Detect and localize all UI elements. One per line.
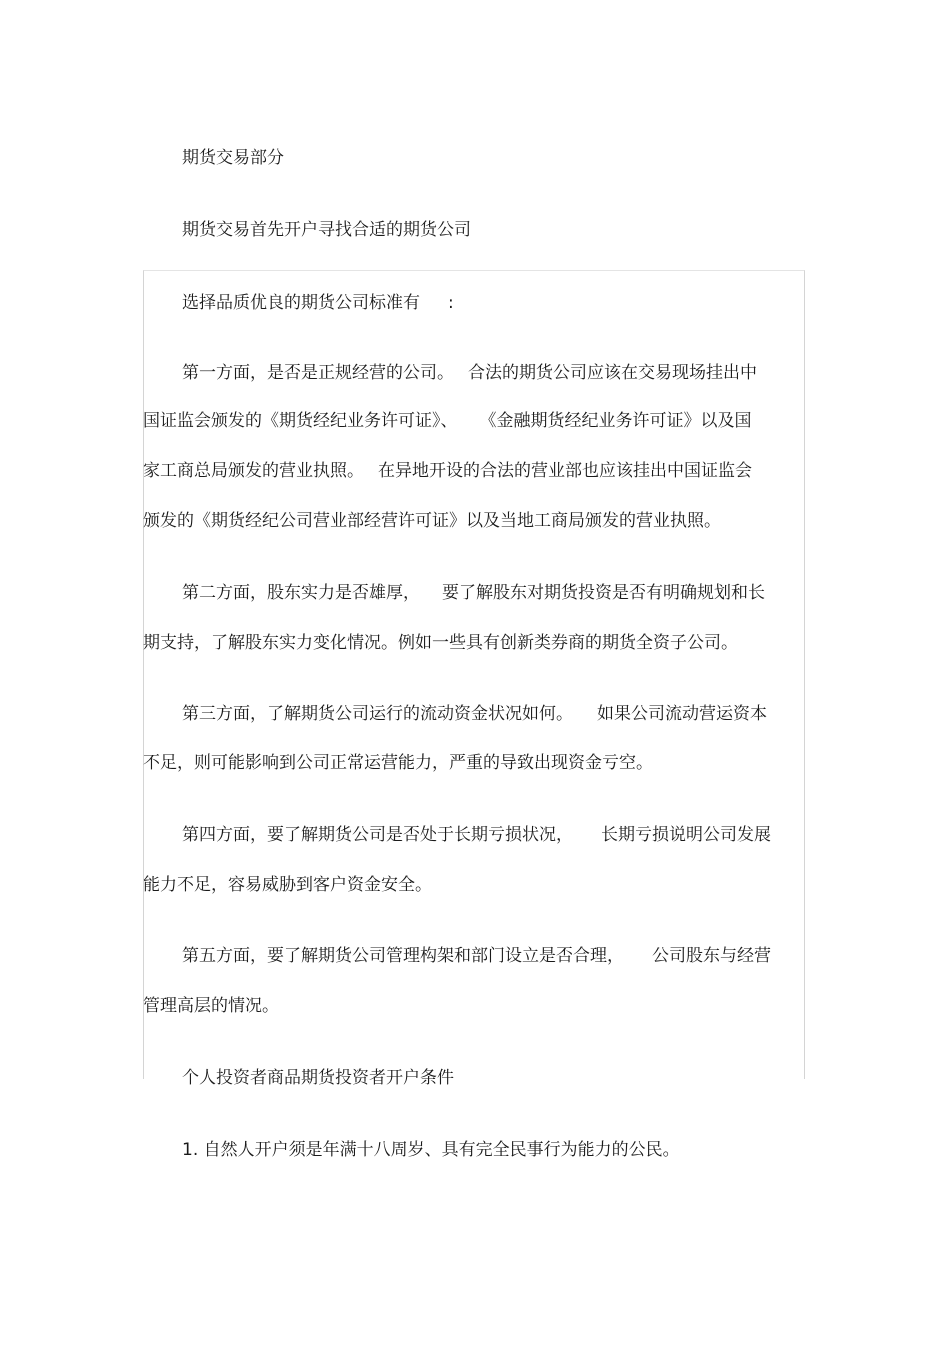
text-segment: 如果公司流动营运资本: [597, 704, 767, 724]
paragraph-2-line-1: [182, 581, 765, 605]
section-heading: 期货交易部分: [182, 148, 284, 168]
intro-colon: :: [448, 293, 454, 313]
paragraph-2-line-2: 期支持，了解股东实力变化情况。例如一些具有创新类券商的期货全资子公司。: [143, 633, 738, 653]
paragraph-1-line-1: [182, 361, 757, 385]
text-segment: 长期亏损说明公司发展: [601, 825, 771, 845]
section-heading-investor-conditions: 个人投资者商品期货投资者开户条件: [182, 1068, 454, 1088]
text-segment: 国证监会颁发的《期货经纪业务许可证》、: [143, 411, 458, 431]
text-segment: 第三方面，了解期货公司运行的流动资金状况如何。: [182, 704, 573, 724]
text-segment: 《金融期货经纪业务许可证》以及国: [479, 411, 752, 431]
text-segment: 要了解股东对期货投资是否有明确规划和长: [442, 583, 765, 603]
text-segment: 家工商总局颁发的营业执照。: [143, 461, 364, 481]
condition-item-1: 1. 自然人开户须是年满十八周岁、具有完全民事行为能力的公民。: [182, 1140, 680, 1160]
paragraph-1-line-4: 颁发的《期货经纪公司营业部经营许可证》以及当地工商局颁发的营业执照。: [143, 511, 721, 531]
text-segment: 第二方面，股东实力是否雄厚，: [182, 583, 420, 603]
paragraph-1-line-2: [143, 409, 752, 433]
paragraph-1-line-3: [143, 459, 752, 483]
paragraph-5-line-2: 管理高层的情况。: [143, 996, 279, 1016]
subheading: 期货交易首先开户寻找合适的期货公司: [182, 220, 471, 240]
text-segment: 第一方面，是否是正规经营的公司。: [182, 363, 454, 383]
paragraph-5-line-1: [182, 944, 771, 968]
intro-text: 选择品质优良的期货公司标准有: [182, 293, 420, 313]
paragraph-3-line-1: [182, 702, 767, 726]
text-segment: 第四方面，要了解期货公司是否处于长期亏损状况，: [182, 825, 573, 845]
paragraph-3-line-2: 不足，则可能影响到公司正常运营能力，严重的导致出现资金亏空。: [143, 753, 653, 773]
paragraph-4-line-2: 能力不足，容易威胁到客户资金安全。: [143, 875, 432, 895]
text-segment: 第五方面，要了解期货公司管理构架和部门设立是否合理，: [182, 946, 624, 966]
intro-line: [182, 291, 454, 315]
text-segment: 在异地开设的合法的营业部也应该挂出中国证监会: [378, 461, 752, 481]
text-segment: 公司股东与经营: [652, 946, 771, 966]
text-segment: 合法的期货公司应该在交易现场挂出中: [468, 363, 757, 383]
paragraph-4-line-1: [182, 823, 771, 847]
